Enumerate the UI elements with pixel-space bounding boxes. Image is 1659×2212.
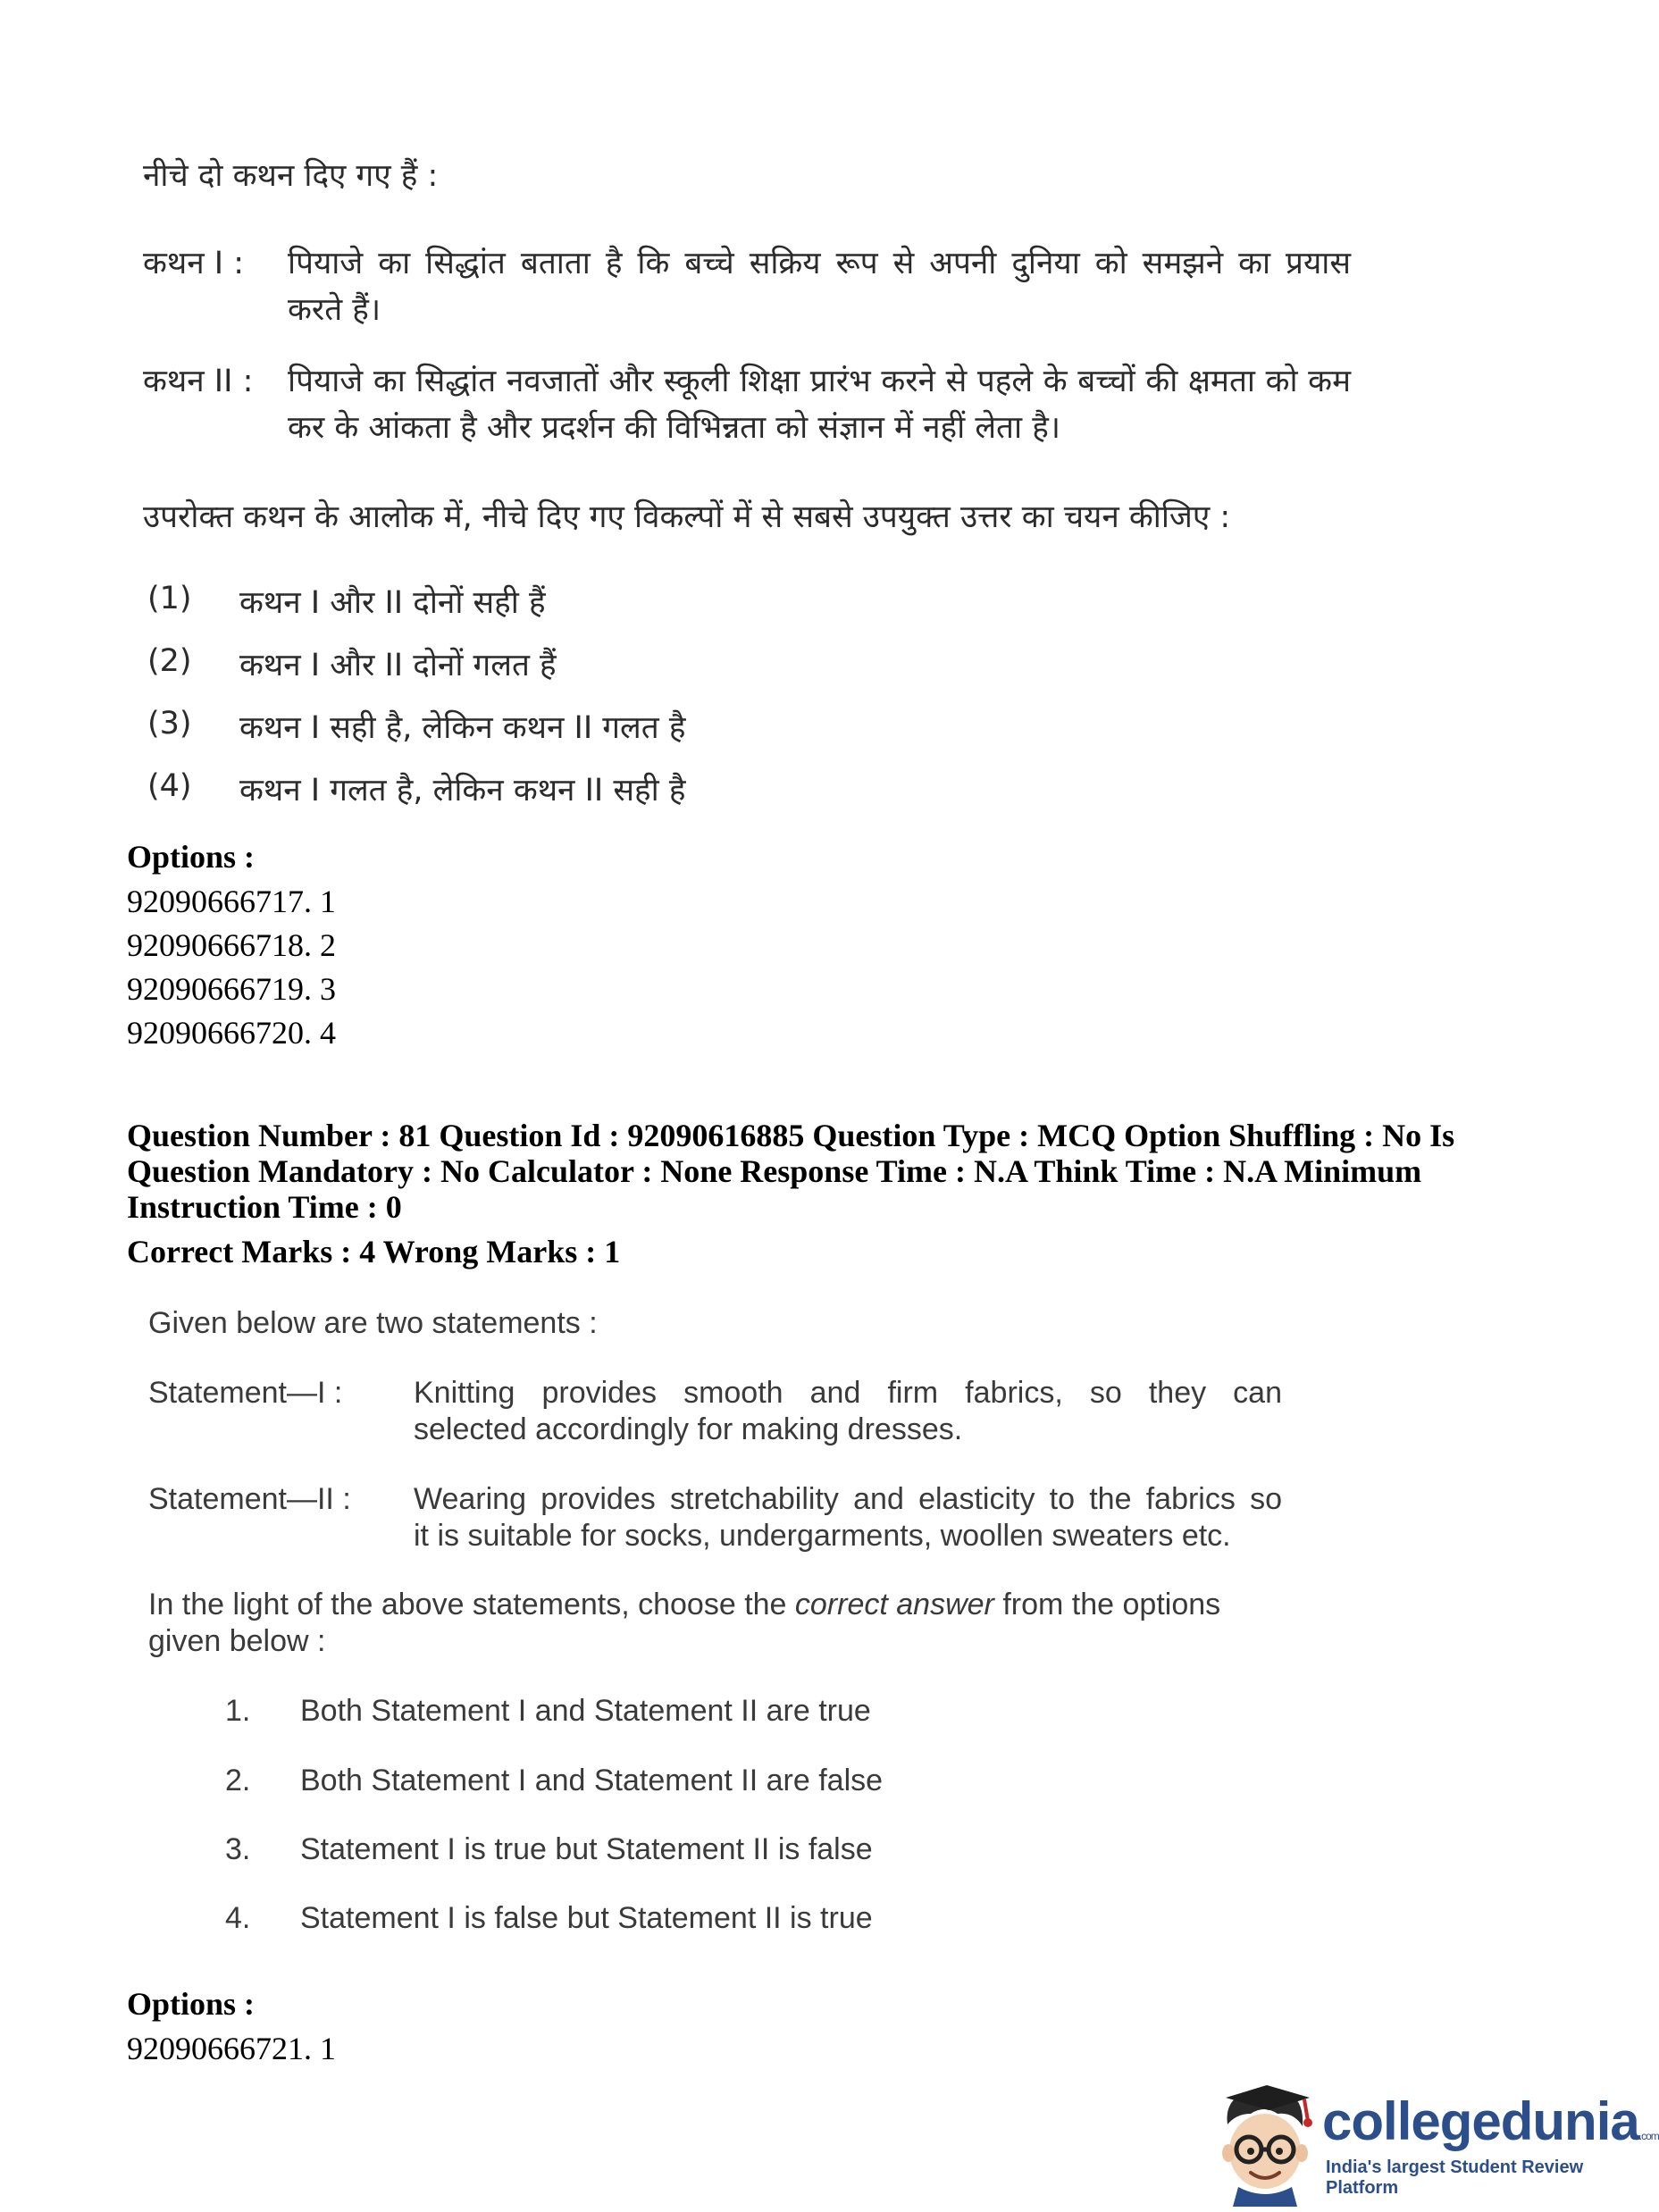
instruction-emphasis: correct answer [794,1588,994,1621]
english-statement-2-line-2: it is suitable for socks, undergarments, woollen sweaters etc. [414,1519,1231,1553]
options-heading: Options : [127,1986,256,2022]
english-choice-text: Both Statement I and Statement II are true [300,1694,871,1728]
logo-suffix: .com [1638,2130,1659,2142]
hindi-choice-text: कथन I और II दोनों सही हैं [239,585,546,621]
marks-line: Correct Marks : 4 Wrong Marks : 1 [127,1234,621,1269]
english-instruction-line-2: given below : [148,1624,326,1658]
english-choice-text: Statement I is true but Statement II is false [300,1832,873,1866]
hindi-statement-2-label: कथन II : [143,364,254,399]
question-meta-line-1: Question Number : 81 Question Id : 92090616885 Question Type : MCQ Option Shuffling : No Is [127,1118,1455,1153]
english-statement-2-label: Statement—II : [148,1482,351,1516]
question-meta-line-2: Question Mandatory : No Calculator : None Response Time : N.A Think Time : N.A Minimum [127,1153,1422,1189]
english-intro: Given below are two statements : [148,1306,598,1340]
hindi-statement-1-line-2: करते हैं। [288,292,381,328]
english-choice-text: Statement I is false but Statement II is true [300,1901,873,1935]
hindi-intro: नीचे दो कथन दिए गए हैं : [143,158,439,194]
hindi-statement-2-line-1: पियाजे का सिद्धांत नवजातों और स्कूली शिक्षा प्रारंभ करने से पहले के बच्चों की क्षमता को कम [288,364,1351,399]
english-choice-number: 3. [225,1832,251,1866]
instruction-text: from the options [993,1588,1221,1621]
option-item: 92090666719. 3 [127,971,336,1007]
english-instruction-line-1 [148,1588,1220,1622]
logo-tagline: India's largest Student Review Platform [1326,2158,1584,2198]
hindi-instruction: उपरोक्त कथन के आलोक में, नीचे दिए गए विकल्पों में से सबसे उपयुक्त उत्तर का चयन कीजिए : [143,499,1231,535]
hindi-choice-number: (2) [147,643,192,679]
english-statement-1-line-1: Knitting provides smooth and firm fabrics, so they can [414,1376,1282,1410]
option-item: 92090666717. 1 [127,884,336,919]
hindi-statement-1-label: कथन I : [143,246,245,281]
option-item: 92090666721. 1 [127,2031,336,2066]
hindi-choice-number: (1) [147,581,192,616]
english-choice-number: 1. [225,1694,251,1728]
english-statement-2-line-1: Wearing provides stretchability and elasticity to the fabrics so [414,1482,1282,1516]
hindi-choice-number: (3) [147,706,192,742]
english-choice-number: 2. [225,1764,251,1797]
hindi-choice-number: (4) [147,768,192,804]
english-choice-number: 4. [225,1901,251,1935]
english-choice-text: Both Statement I and Statement II are false [300,1764,884,1797]
logo-wordmark [1322,2091,1659,2152]
hindi-choice-text: कथन I और II दोनों गलत हैं [239,648,557,683]
student-mascot-icon [1215,2082,1320,2207]
english-statement-1-label: Statement—I : [148,1376,343,1410]
hindi-choice-text: कथन I सही है, लेकिन कथन II गलत है [239,710,686,746]
options-heading: Options : [127,839,256,875]
logo-brand: collegedunia [1322,2091,1639,2151]
option-item: 92090666718. 2 [127,927,336,963]
english-statement-1-line-2: selected accordingly for making dresses. [414,1412,963,1446]
hindi-choice-text: कथन I गलत है, लेकिन कथन II सही है [239,773,686,809]
hindi-statement-2-line-2: कर के आंकता है और प्रदर्शन की विभिन्नता को संज्ञान में नहीं लेता है। [288,410,1061,446]
question-meta-line-3: Instruction Time : 0 [127,1189,402,1225]
instruction-text: In the light of the above statements, choose the [148,1588,795,1621]
hindi-statement-1-line-1: पियाजे का सिद्धांत बताता है कि बच्चे सक्रिय रूप से अपनी दुनिया को समझने का प्रयास [288,246,1351,281]
option-item: 92090666720. 4 [127,1015,336,1051]
collegedunia-logo [1215,2082,1659,2207]
